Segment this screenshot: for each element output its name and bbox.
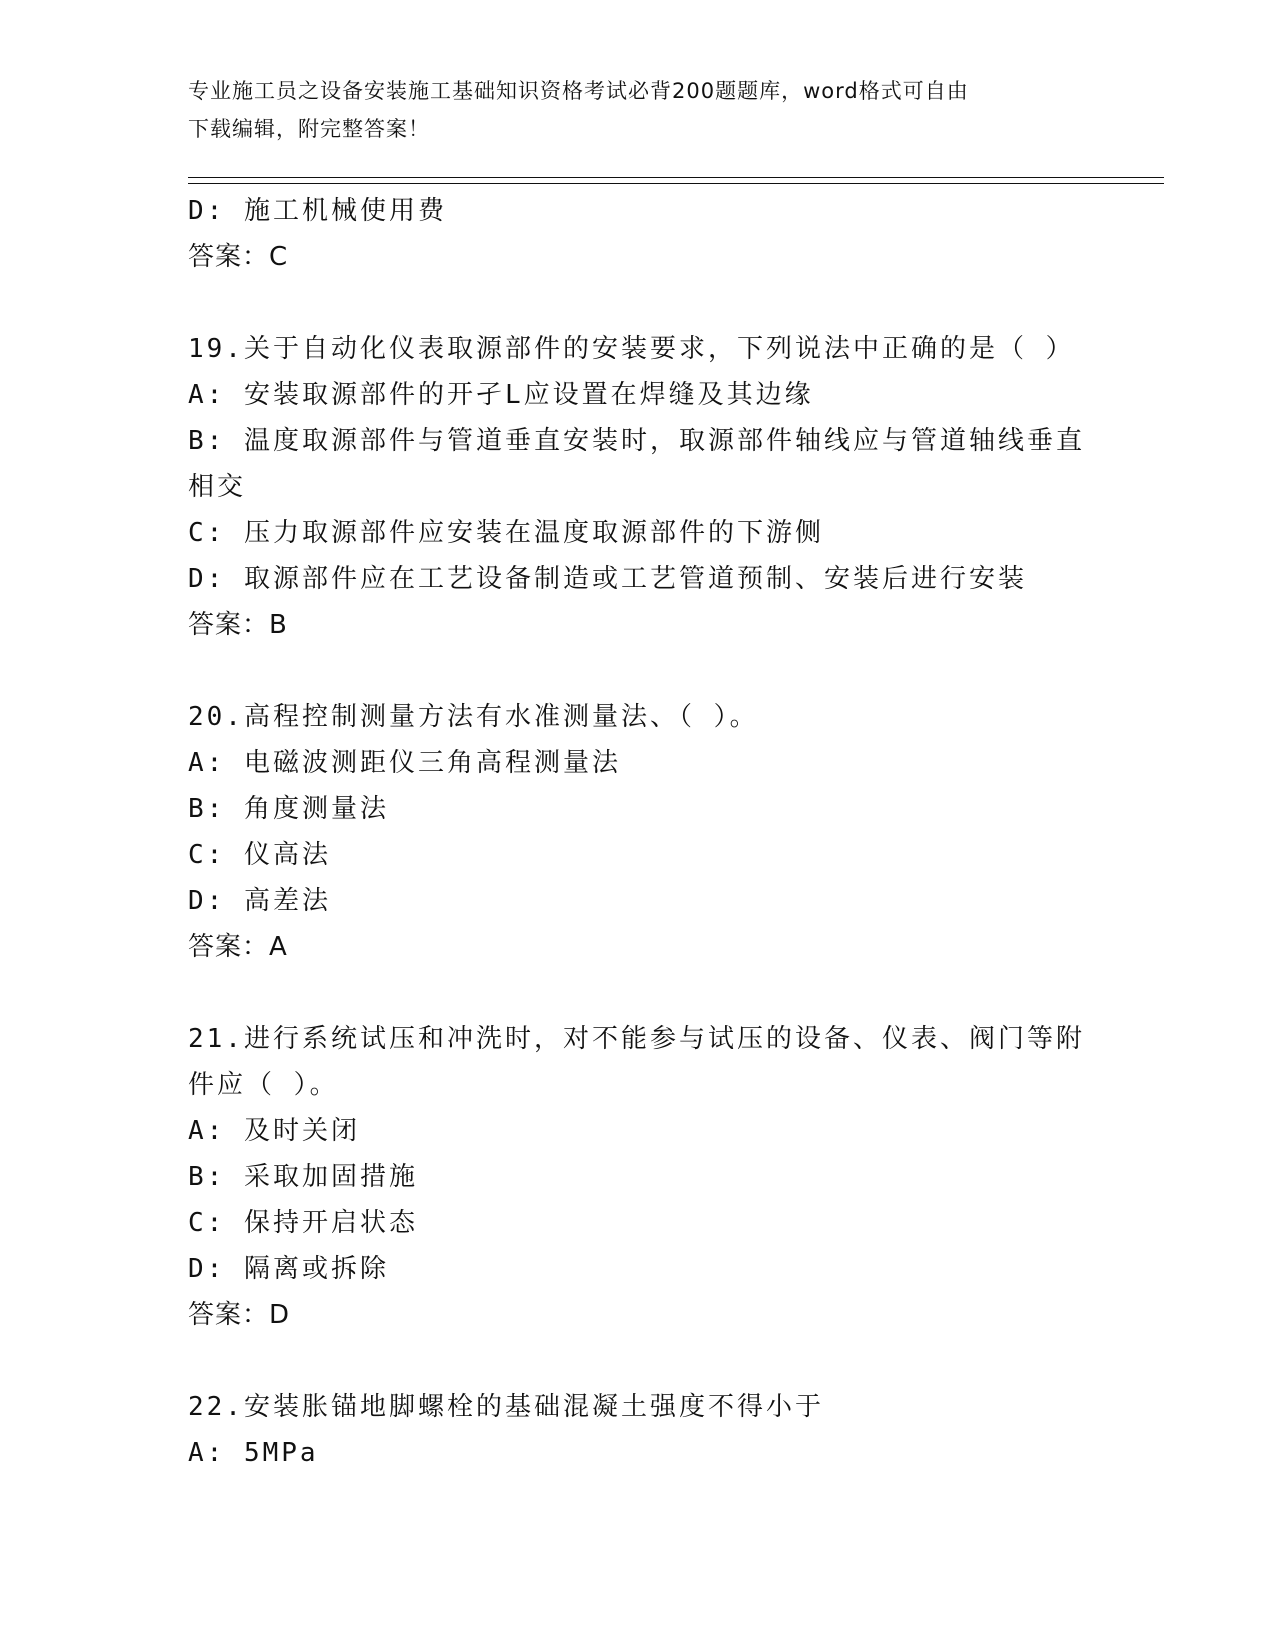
q19-option-c: C: 压力取源部件应安装在温度取源部件的下游侧: [188, 518, 824, 548]
question-19: 19.关于自动化仪表取源部件的安装要求，下列说法中正确的是（ ）: [188, 334, 1075, 364]
header-divider-top: [188, 177, 1164, 178]
q20-option-a: A: 电磁波测距仪三角高程测量法: [188, 748, 621, 778]
question-list: [188, 188, 1088, 1476]
question-21-line-2: 件应（ ）。: [188, 1070, 339, 1100]
q19-option-a: A: 安装取源部件的开孑L应设置在焊缝及其边缘: [188, 380, 814, 410]
q20-answer: 答案：A: [188, 932, 288, 962]
q21-option-c: C: 保持开启状态: [188, 1208, 418, 1238]
q22-option-a: A: 5MPa: [188, 1438, 319, 1468]
q19-option-b-line-1: B: 温度取源部件与管道垂直安装时，取源部件轴线应与管道轴线垂直: [188, 426, 1085, 456]
answer-prev: 答案：C: [188, 242, 289, 272]
spacer: [188, 648, 1088, 694]
question-21-line-1: 21.进行系统试压和冲洗时，对不能参与试压的设备、仪表、阀门等附: [188, 1024, 1085, 1054]
spacer: [188, 1338, 1088, 1384]
option-d-prev: D: 施工机械使用费: [188, 196, 447, 226]
q21-option-d: D: 隔离或拆除: [188, 1254, 389, 1284]
q19-option-d: D: 取源部件应在工艺设备制造或工艺管道预制、安装后进行安装: [188, 564, 1027, 594]
q20-option-d: D: 高差法: [188, 886, 331, 916]
q21-option-b: B: 采取加固措施: [188, 1162, 418, 1192]
q20-option-b: B: 角度测量法: [188, 794, 389, 824]
question-22: 22.安装胀锚地脚螺栓的基础混凝土强度不得小于: [188, 1392, 824, 1422]
header-line-1: 专业施工员之设备安装施工基础知识资格考试必背200题题库，word格式可自由: [188, 79, 969, 103]
q20-option-c: C: 仪高法: [188, 840, 331, 870]
q21-answer: 答案：D: [188, 1300, 291, 1330]
q21-option-a: A: 及时关闭: [188, 1116, 360, 1146]
spacer: [188, 970, 1088, 1016]
document-header: [188, 72, 1068, 148]
q19-option-b-line-2: 相交: [188, 472, 247, 502]
q19-answer: 答案：B: [188, 610, 288, 640]
header-divider-bottom: [188, 183, 1164, 184]
question-20: 20.高程控制测量方法有水准测量法、（ ）。: [188, 702, 759, 732]
header-line-2: 下载编辑，附完整答案！: [188, 117, 430, 141]
spacer: [188, 280, 1088, 326]
